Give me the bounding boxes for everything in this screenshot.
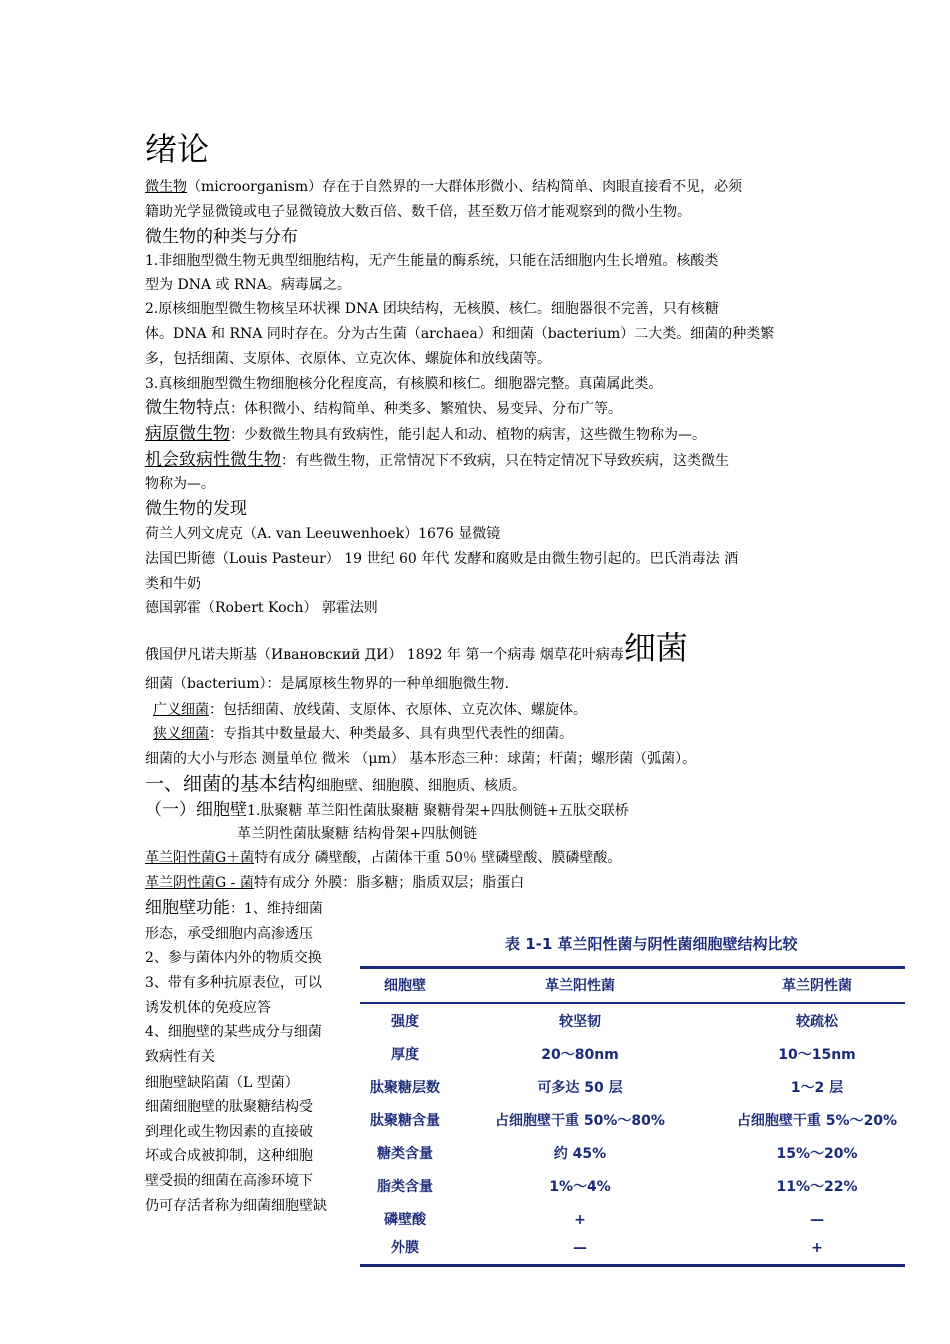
- gram-negative-peptidoglycan: 革兰阴性菌肽聚糖 结构骨架+四肽侧链: [237, 826, 478, 842]
- l-form-line: 到理化或生物因素的直接破: [145, 1124, 313, 1140]
- kinds-line: 2.原核细胞型微生物核呈环状裸 DNA 团块结构，无核膜、核仁。细胞器很不完善，只有核糖: [145, 301, 719, 317]
- comparison-table-figure: [355, 930, 905, 1270]
- l-form-line: 壁受损的细菌在高渗环境下: [145, 1173, 313, 1189]
- function-line: 2、参与菌体内外的物质交换: [145, 950, 322, 966]
- table-caption: 表 1-1 革兰阳性菌与阴性菌细胞壁结构比较: [505, 935, 798, 953]
- table-cell: —: [810, 1212, 824, 1228]
- table-cell: 占细胞壁干重 50%～80%: [495, 1113, 665, 1129]
- table-row: [355, 1006, 905, 1039]
- table-cell: 强度: [391, 1014, 419, 1030]
- page-title: 绪论: [145, 130, 210, 168]
- narrow-bacteria-line: 狭义细菌：专指其中数量最大、种类最多、具有典型代表性的细菌。: [153, 726, 573, 742]
- table-header-cell: 革兰阴性菌: [782, 978, 852, 994]
- function-line: 诱发机体的免疫应答: [145, 1000, 271, 1016]
- kinds-line: 体。DNA 和 RNA 同时存在。分为古生菌（archaea）和细菌（bacterium）二大类。细菌的种类繁: [145, 326, 775, 342]
- table-header-cell: 革兰阳性菌: [545, 978, 615, 994]
- structure-line: 一、细菌的基本结构细胞壁、细胞膜、细胞质、核质。: [145, 773, 527, 795]
- table-header-rule: [360, 1002, 905, 1004]
- table-cell: 较坚韧: [559, 1014, 601, 1030]
- table-header-cell: 细胞壁: [384, 978, 426, 994]
- l-form-heading: 细胞壁缺陷菌（L 型菌）: [145, 1075, 299, 1091]
- table-cell: 1%～4%: [549, 1179, 611, 1195]
- table-cell: +: [574, 1212, 586, 1228]
- table-cell: 外膜: [391, 1240, 419, 1256]
- function-line: 形态，承受细胞内高渗透压: [145, 926, 313, 942]
- l-form-line: 仍可存活者称为细菌细胞壁缺: [145, 1198, 327, 1214]
- kinds-line: 型为 DNA 或 RNA。病毒属之。: [145, 277, 351, 293]
- kinds-line: 3.真核细胞型微生物细胞核分化程度高，有核膜和核仁。细胞器完整。真菌属此类。: [145, 376, 663, 392]
- heading-discovery: 微生物的发现: [145, 499, 247, 519]
- heading-bacteria: 细菌: [623, 629, 688, 667]
- table-cell: 15%～20%: [776, 1146, 858, 1162]
- table-cell: 10～15nm: [778, 1047, 856, 1063]
- features-line: 微生物特点：体积微小、结构简单、种类多、繁殖快、易变异、分布广等。: [145, 398, 622, 418]
- definition-line-1: 微生物（microorganism）存在于自然界的一大群体形微小、结构简单、肉眼直接看不见，必须: [145, 179, 743, 195]
- definition-line-2: 籍助光学显微镜或电子显微镜放大数百倍、数千倍，甚至数万倍才能观察到的微小生物。: [145, 204, 691, 220]
- discovery-line: 类和牛奶: [145, 576, 201, 592]
- table-header-row: [355, 970, 905, 1003]
- table-cell: 占细胞壁干重 5%～20%: [736, 1113, 898, 1129]
- kinds-line: 多，包括细菌、支原体、衣原体、立克次体、螺旋体和放线菌等。: [145, 351, 551, 367]
- bacteria-definition: 细菌（bacterium）：是属原核生物界的一种单细胞微生物.: [145, 676, 509, 692]
- table-row: [355, 1039, 905, 1072]
- cell-wall-line: （一）细胞壁1.肽聚糖 革兰阳性菌肽聚糖 聚糖骨架+四肽侧链+五肽交联桥: [145, 800, 629, 820]
- size-line: 细菌的大小与形态 测量单位 微米 （μm） 基本形态三种：球菌；杆菌；螺形菌（弧菌）。: [145, 751, 697, 767]
- table-cell: +: [811, 1240, 823, 1256]
- discovery-line: 德国郭霍（Robert Koch） 郭霍法则: [145, 600, 378, 616]
- function-line: 细胞壁功能：1、维持细菌: [145, 898, 323, 918]
- discovery-line: 荷兰人列文虎克（A. van Leeuwenhoek）1676 显微镜: [145, 526, 501, 542]
- function-line: 3、带有多种抗原表位，可以: [145, 975, 322, 991]
- table-cell: 约 45%: [553, 1146, 607, 1162]
- opportunistic-line-2: 物称为—。: [145, 476, 215, 492]
- function-line: 4、细胞壁的某些成分与细菌: [145, 1024, 322, 1040]
- table-cell: 1～2 层: [790, 1080, 844, 1096]
- pathogen-line: 病原微生物：少数微生物具有致病性，能引起人和动、植物的病害，这些微生物称为—。: [145, 424, 706, 444]
- broad-bacteria-line: 广义细菌：包括细菌、放线菌、支原体、衣原体、立克次体、螺旋体。: [153, 702, 587, 718]
- l-form-line: 坏或合成被抑制，这种细胞: [145, 1148, 313, 1164]
- table-cell: —: [573, 1240, 587, 1256]
- table-cell: 厚度: [391, 1047, 419, 1063]
- table-row: [355, 1138, 905, 1171]
- opportunistic-line: 机会致病性微生物：有些微生物，正常情况下不致病，只在特定情况下导致疾病，这类微生: [145, 450, 729, 470]
- table-top-rule: [360, 966, 905, 969]
- table-cell: 可多达 50 层: [537, 1080, 623, 1096]
- table-cell: 较疏松: [796, 1014, 838, 1030]
- table-row: [355, 1232, 905, 1265]
- russia-line: 俄国伊凡诺夫斯基（Ивановский ДИ） 1892 年 第一个病毒 烟草花叶病毒细菌: [145, 629, 688, 667]
- table-cell: 脂类含量: [377, 1179, 433, 1195]
- table-cell: 糖类含量: [377, 1146, 433, 1162]
- function-line: 致病性有关: [145, 1049, 215, 1065]
- table-row: [355, 1105, 905, 1138]
- kinds-line: 1.非细胞型微生物无典型细胞结构，无产生能量的酶系统，只能在活细胞内生长增殖。核酸类: [145, 253, 719, 269]
- table-cell: 20～80nm: [541, 1047, 619, 1063]
- table-cell: 肽聚糖层数: [370, 1080, 440, 1096]
- table-bottom-rule: [360, 1264, 905, 1267]
- table-row: [355, 1171, 905, 1204]
- table-cell: 肽聚糖含量: [370, 1113, 440, 1129]
- term-microorganism: 微生物: [145, 179, 187, 195]
- discovery-line: 法国巴斯德（Louis Pasteur） 19 世纪 60 年代 发酵和腐败是由微生物引起的。巴氏消毒法 酒: [145, 551, 739, 567]
- gram-negative-line: 革兰阴性菌G - 菌特有成分 外膜：脂多糖；脂质双层；脂蛋白: [145, 875, 525, 891]
- l-form-line: 细菌细胞壁的肽聚糖结构受: [145, 1099, 313, 1115]
- table-cell: 磷壁酸: [384, 1212, 426, 1228]
- table-cell: 11%～22%: [776, 1179, 858, 1195]
- table-row: [355, 1072, 905, 1105]
- heading-kinds: 微生物的种类与分布: [145, 227, 298, 247]
- gram-positive-line: 革兰阳性菌G＋菌特有成分 磷壁酸，占菌体干重 50％ 壁磷壁酸、膜磷壁酸。: [145, 850, 622, 866]
